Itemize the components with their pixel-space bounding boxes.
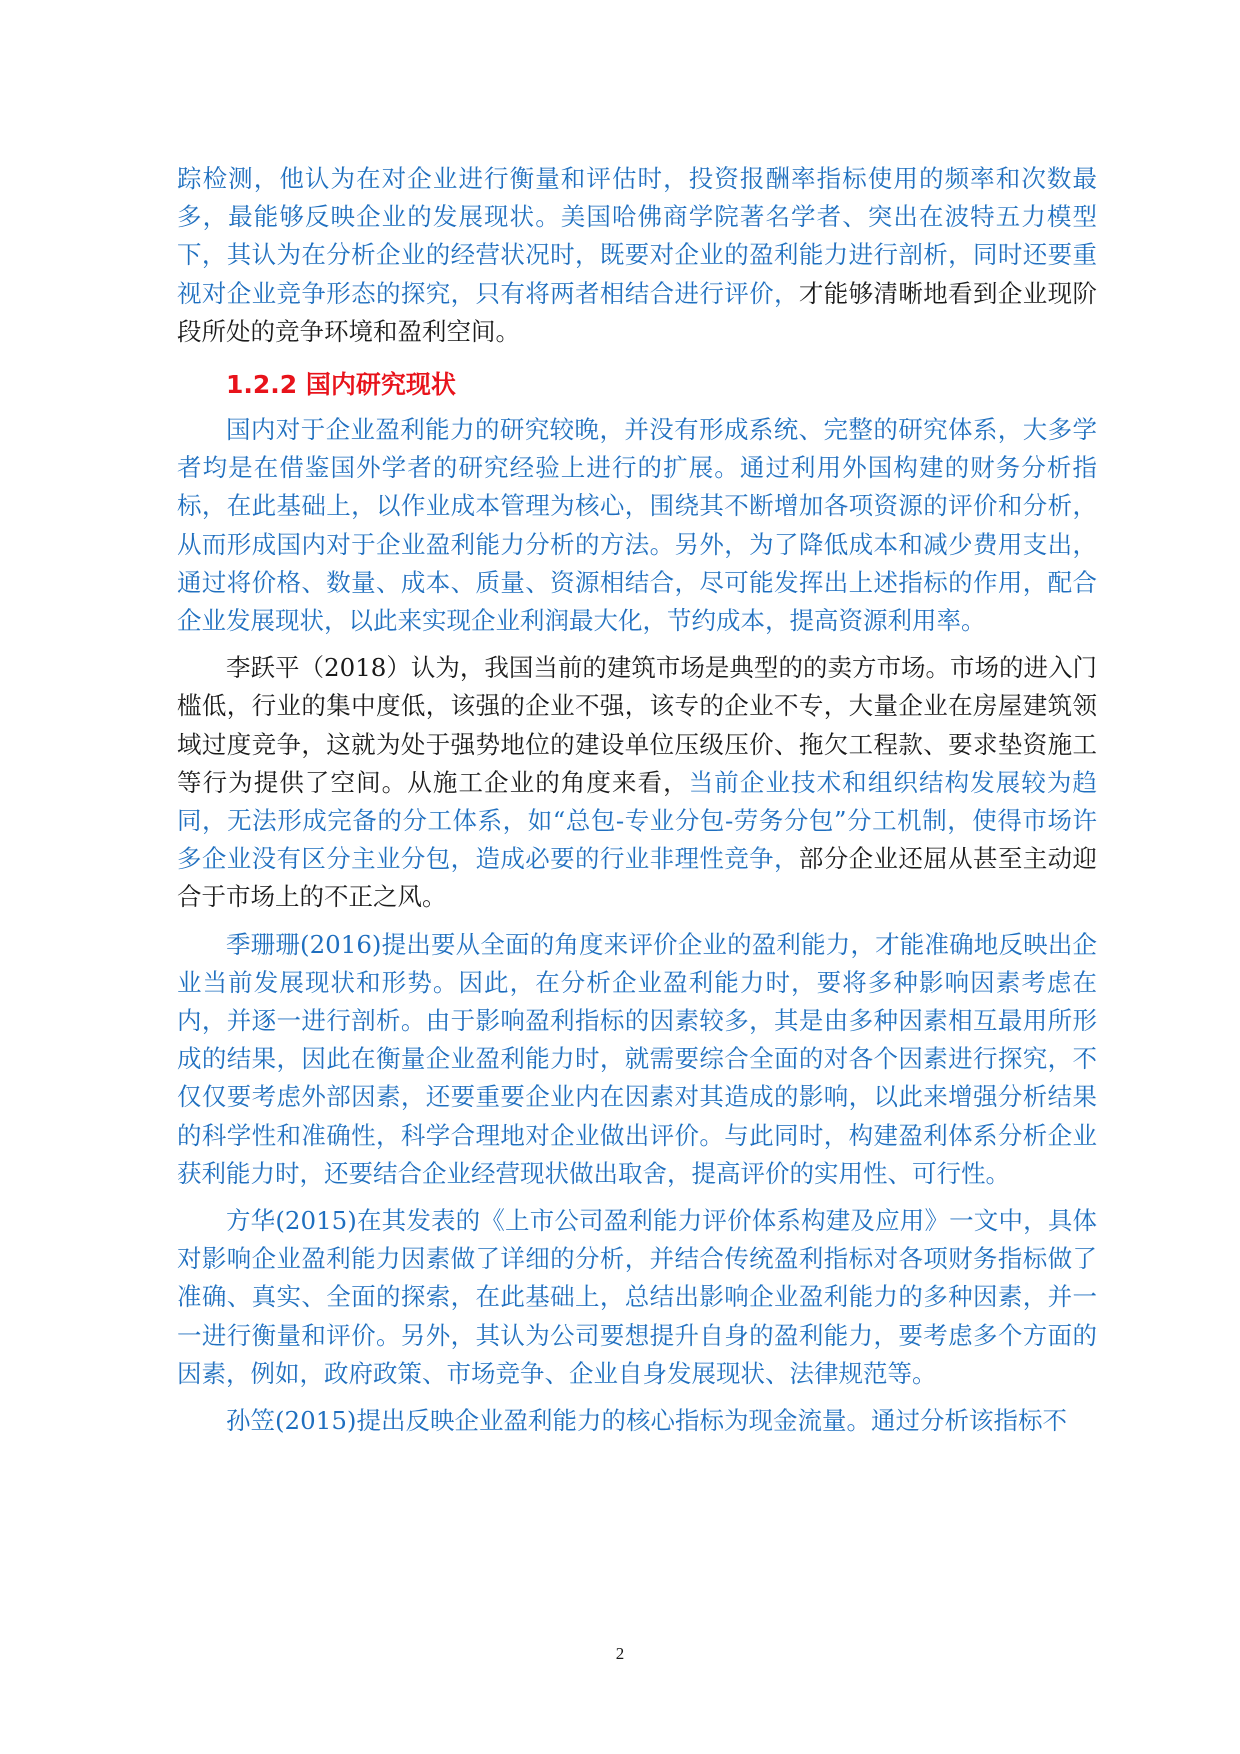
highlighted-text: 当前企业技术和组织结构发展较为趋同，无法形成完备的分工体系，如“总包-专业分包-劳务分包”分工机制，使得市场许多企业没有区分主业分包，造成必要的行业非理性竞争，: [177, 767, 1098, 874]
section-heading: 1.2.2 国内研究现状: [226, 370, 456, 400]
highlighted-text: 孙笠(2015)提出反映企业盈利能力的核心指标为现金流量。通过分析该指标不: [226, 1406, 1067, 1436]
body-text: 才能够清晰地看到企业现阶段所处的竞争环境和盈利空间。: [177, 278, 1097, 346]
paragraph-fang-hua: [177, 1202, 1097, 1393]
highlighted-text: 季珊珊(2016)提出要从全面的角度来评价企业的盈利能力，才能准确地反映出企业当前发展现状和形势。因此，在分析企业盈利能力时，要将多种影响因素考虑在内，并逐一进行剖析。由于影响盈利指标的因素较多，其是由多种因素相互最用所形成的结果，因此在衡量企业盈利能力时，就需要综合全面的对各个因素进行探究，不仅仅要考虑外部因素，还要重要企业内在因素对其造成的影响，以此来增强分析结果的科学性和准确性，科学合理地对企业做出评价。与此同时，构建盈利体系分析企业获利能力时，还要结合企业经营现状做出取舍，提高评价的实用性、可行性。: [177, 929, 1097, 1188]
document-page: [177, 160, 1097, 1440]
body-text: 李跃平（2018）认为，我国当前的建筑市场是典型的的卖方市场。市场的进入门槛低，行业的集中度低，该强的企业不强，该专的企业不专，大量企业在房屋建筑领域过度竞争，这就为处于强势地位的建设单位压级压价、拖欠工程款、要求垫资施工等行为提供了空间。从施工企业的角度来看，: [177, 653, 1097, 797]
page-number: 2: [615, 1644, 625, 1663]
highlighted-text: 踪检测，他认为在对企业进行衡量和评估时，投资报酬率指标使用的频率和次数最多，最能够反映企业的发展现状。美国哈佛商学院著名学者、突出在波特五力模型下，其认为在分析企业的经营状况时，既要对企业的盈利能力进行剖析，同时还要重视对企业竞争形态的探究，只有将两者相结合进行评价，: [177, 164, 1097, 308]
paragraph-continued: [177, 160, 1097, 351]
paragraph-ji-shanshan: [177, 926, 1097, 1193]
paragraph-li-yueping: [177, 649, 1097, 916]
highlighted-text: 方华(2015)在其发表的《上市公司盈利能力评价体系构建及应用》一文中，具体对影响企业盈利能力因素做了详细的分析，并结合传统盈利指标对各项财务指标做了准确、真实、全面的探索，在此基础上，总结出影响企业盈利能力的多种因素，并一一进行衡量和评价。另外，其认为公司要想提升自身的盈利能力，要考虑多个方面的因素，例如，政府政策、市场竞争、企业自身发展现状、法律规范等。: [177, 1206, 1097, 1388]
highlighted-text: 国内对于企业盈利能力的研究较晚，并没有形成系统、完整的研究体系，大多学者均是在借鉴国外学者的研究经验上进行的扩展。通过利用外国构建的财务分析指标，在此基础上，以作业成本管理为核心，围绕其不断增加各项资源的评价和分析，从而形成国内对于企业盈利能力分析的方法。另外，为了降低成本和减少费用支出，通过将价格、数量、成本、质量、资源相结合，尽可能发挥出上述指标的作用，配合企业发展现状，以此来实现企业利润最大化，节约成本，提高资源利用率。: [177, 415, 1097, 636]
paragraph-sun-li: [177, 1402, 1097, 1440]
body-text: 部分企业还屈从甚至主动迎合于市场上的不正之风。: [177, 844, 1097, 912]
paragraph-domestic-overview: [177, 411, 1097, 640]
